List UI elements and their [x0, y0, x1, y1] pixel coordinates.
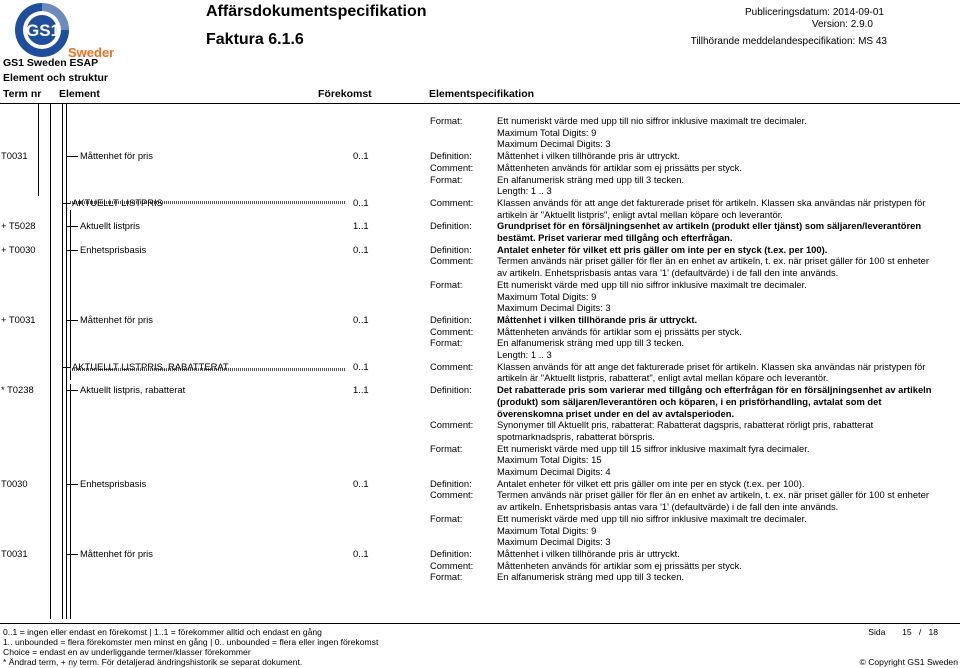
page-current: 15	[902, 627, 912, 637]
publication-date	[745, 7, 884, 18]
occurrence: 1..1	[353, 384, 369, 395]
spec-value: Det rabatterade pris som varierar med tillgång och efterfrågan för en försäljningsenhet av artikeln	[497, 384, 932, 395]
spec-label: Comment:	[430, 255, 474, 266]
spec-value: artikeln är "Aktuellt listpris", enligt avtal mellan köpare och leverantör.	[497, 209, 783, 220]
spec-value: Klassen används för att ange det fakturerade priset för artikeln. Klassen ska användas när pristypen för	[497, 361, 926, 372]
spec-label: Format:	[430, 571, 463, 582]
occurrence: 0..1	[353, 548, 369, 559]
tree-connector	[66, 390, 78, 391]
footer-legend-1: 0..1 = ingen eller endast en förekomst | 1..1 = förekommer alltid och endast en gång	[3, 627, 322, 637]
spec-value: Maximum Total Digits: 9	[497, 291, 597, 302]
tree-line	[62, 104, 63, 619]
spec-value: Length: 1 .. 3	[497, 349, 552, 360]
spec-label: Format:	[430, 337, 463, 348]
tree-connector	[66, 250, 78, 251]
spec-value: Antalet enheter för vilket ett pris gäller om inte per en styck (t.ex. per 100).	[497, 478, 805, 489]
spec-value: Ett numeriskt värde med upp till nio siffror inklusive maximalt tre decimaler.	[497, 513, 807, 524]
page-total: 18	[928, 627, 938, 637]
element-name: Enhetsprisbasis	[80, 478, 147, 489]
spec-value: av artikeln. Enhetsprisbasis antas vara '1' (defaultvärde) i de fall den inte används.	[497, 501, 839, 512]
term-number: T0031	[1, 548, 28, 559]
header-divider	[0, 103, 960, 104]
tree-line	[70, 210, 71, 380]
class-name: AKTUELLT LISTPRIS, RABATTERAT	[72, 361, 229, 372]
spec-value: Ett numeriskt värde med upp till 15 siffror inklusive maximalt fyra decimaler.	[497, 443, 810, 454]
spec-label: Definition:	[430, 478, 472, 489]
element-name: Måttenhet för pris	[80, 548, 153, 559]
spec-value: Klassen används för att ange det fakturerade priset för artikeln. Klassen ska användas när pristypen för	[497, 197, 926, 208]
tree-line	[70, 384, 71, 619]
spec-value: En alfanumerisk sträng med upp till 3 tecken.	[497, 571, 685, 582]
column-header-term-nr: Term nr	[3, 88, 42, 100]
spec-value: bestämt. Priset varierar med tillgång och efterfrågan.	[497, 232, 733, 243]
footer-legend-2: 1.. unbounded = flera förekomster men minst en gång | 0.. unbounded = flera eller ingen förekomst	[3, 637, 379, 647]
spec-value: Maximum Total Digits: 9	[497, 525, 597, 536]
spec-value: Ett numeriskt värde med upp till nio siffror inklusive maximalt tre decimaler.	[497, 115, 807, 126]
page-separator: /	[918, 627, 922, 637]
column-header-specification: Elementspecifikation	[429, 88, 535, 100]
tree-connector	[66, 226, 78, 227]
element-name: Enhetsprisbasis	[80, 244, 147, 255]
spec-value: artikeln är "Aktuellt listpris, rabatterat", enligt avtal mellan köpare och leverantör.	[497, 372, 829, 383]
spec-label: Format:	[430, 115, 463, 126]
spec-label: Definition:	[430, 384, 472, 395]
occurrence: 0..1	[353, 478, 369, 489]
spec-label: Definition:	[430, 314, 472, 325]
term-number: T0030	[1, 478, 28, 489]
spec-label: Definition:	[430, 150, 472, 161]
tree-connector	[62, 367, 70, 368]
spec-value: Antalet enheter för vilket ett pris gäller om inte per en styck (t.ex. per 100).	[497, 244, 828, 255]
version	[812, 19, 873, 30]
version-value: 2.9.0	[850, 19, 873, 30]
occurrence: 0..1	[353, 150, 369, 161]
term-number: + T0030	[1, 244, 36, 255]
document-subtitle: Faktura 6.1.6	[206, 31, 304, 48]
column-header-occurrence: Förekomst	[318, 88, 372, 100]
svg-text:Sweden: Sweden	[68, 45, 114, 60]
spec-value: Maximum Total Digits: 15	[497, 454, 602, 465]
spec-value: Grundpriset för en försäljningsenhet av artikeln (produkt eller tjänst) som säljaren/leverantören	[497, 220, 922, 231]
element-name: Aktuellt listpris	[80, 220, 140, 231]
footer-divider	[0, 623, 960, 624]
spec-label: Comment:	[430, 361, 474, 372]
spec-value: Maximum Decimal Digits: 3	[497, 536, 611, 547]
footer-legend-4: * Ändrad term, + ny term. För detaljerad ändringshistorik se separat dokument.	[3, 657, 303, 667]
spec-value: En alfanumerisk sträng med upp till 3 tecken.	[497, 337, 685, 348]
spec-value: Måttenhet i vilken tillhörande pris är uttryckt.	[497, 314, 698, 325]
element-name: Aktuellt listpris, rabatterat	[80, 384, 186, 395]
occurrence: 0..1	[353, 197, 369, 208]
column-header-element: Element	[59, 88, 100, 100]
occurrence: 0..1	[353, 244, 369, 255]
spec-value: Maximum Decimal Digits: 3	[497, 138, 611, 149]
tree-connector	[66, 320, 78, 321]
spec-value: Synonymer till Aktuellt pris, rabatterat: Rabatterat dagspris, rabatterat rörligt pris, rabatterat	[497, 419, 874, 430]
page-number	[868, 627, 938, 638]
svg-text:GS1: GS1	[26, 21, 61, 40]
spec-value: Termen används när priset gäller för fler än en enhet av artikeln, t. ex. när priset gäller för 100 st enheter	[497, 255, 929, 266]
spec-label: Format:	[430, 174, 463, 185]
tree-connector	[62, 203, 70, 204]
occurrence: 0..1	[353, 361, 369, 372]
tree-line	[50, 104, 51, 619]
spec-label: Comment:	[430, 326, 474, 337]
class-name: AKTUELLT LISTPRIS	[72, 197, 163, 208]
copyright: © Copyright GS1 Sweden	[859, 657, 958, 667]
element-name: Måttenhet för pris	[80, 314, 153, 325]
spec-value: Måttenhet i vilken tillhörande pris är uttryckt.	[497, 548, 680, 559]
tree-connector	[66, 156, 78, 157]
spec-value: Length: 1 .. 3	[497, 185, 552, 196]
spec-label: Comment:	[430, 197, 474, 208]
spec-value: Ett numeriskt värde med upp till nio siffror inklusive maximalt tre decimaler.	[497, 279, 807, 290]
term-number: + T0031	[1, 314, 36, 325]
spec-value: Måttenheten används för artiklar som ej prissätts per styck.	[497, 162, 742, 173]
spec-label: Comment:	[430, 419, 474, 430]
spec-value: Måttenheten används för artiklar som ej prissätts per styck.	[497, 326, 742, 337]
spec-value: (produkt) som säljaren/leverantören och köparen, i en prisförhandling, avtalat som det	[497, 396, 882, 407]
spec-value: En alfanumerisk sträng med upp till 3 tecken.	[497, 174, 685, 185]
spec-value: Maximum Decimal Digits: 4	[497, 466, 611, 477]
page-label: Sida	[868, 627, 886, 637]
version-label: Version:	[811, 19, 848, 30]
message-spec-value: MS 43	[858, 36, 887, 47]
tree-connector	[66, 484, 78, 485]
spec-label: Definition:	[430, 220, 472, 231]
occurrence: 1..1	[353, 220, 369, 231]
spec-label: Definition:	[430, 244, 472, 255]
spec-label: Format:	[430, 443, 463, 454]
spec-label: Format:	[430, 279, 463, 290]
term-number: * T0238	[1, 384, 34, 395]
document-title: Affärsdokumentspecifikation	[206, 3, 427, 20]
spec-value: Maximum Total Digits: 9	[497, 127, 597, 138]
company-name: GS1 Sweden ESAP	[3, 57, 99, 69]
footer-legend-3: Choice = endast en av underliggande termer/klasser förekommer	[3, 647, 251, 657]
message-spec	[691, 36, 887, 47]
element-name: Måttenhet för pris	[80, 150, 153, 161]
spec-value: Maximum Decimal Digits: 3	[497, 302, 611, 313]
spec-label: Comment:	[430, 489, 474, 500]
term-number: T0031	[1, 150, 28, 161]
gs1-sweden-logo	[2, 2, 114, 60]
spec-value: överenskomna priset under en del av avtalsperioden.	[497, 408, 735, 419]
term-number: + T5028	[1, 220, 36, 231]
spec-label: Definition:	[430, 548, 472, 559]
spec-value: Måttenhet i vilken tillhörande pris är uttryckt.	[497, 150, 680, 161]
occurrence: 0..1	[353, 314, 369, 325]
spec-value: av artikeln. Enhetsprisbasis antas vara '1' (defaultvärde) i de fall den inte används.	[497, 267, 839, 278]
spec-value: Termen används när priset gäller för fler än en enhet av artikeln, t. ex. när priset gäller för 100 st enheter	[497, 489, 929, 500]
publication-date-label: Publiceringsdatum:	[745, 7, 831, 18]
spec-value: spotmarknadspris, rabatterat börspris.	[497, 431, 655, 442]
tree-line	[38, 104, 39, 196]
publication-date-value: 2014-09-01	[832, 7, 884, 18]
section-title: Element och struktur	[3, 72, 109, 84]
tree-line	[66, 104, 67, 619]
spec-value: Måttenheten används för artiklar som ej prissätts per styck.	[497, 560, 742, 571]
tree-connector	[66, 554, 78, 555]
spec-label: Format:	[430, 513, 463, 524]
spec-label: Comment:	[430, 560, 474, 571]
message-spec-label: Tillhörande meddelandespecifikation:	[690, 36, 856, 47]
spec-label: Comment:	[430, 162, 474, 173]
